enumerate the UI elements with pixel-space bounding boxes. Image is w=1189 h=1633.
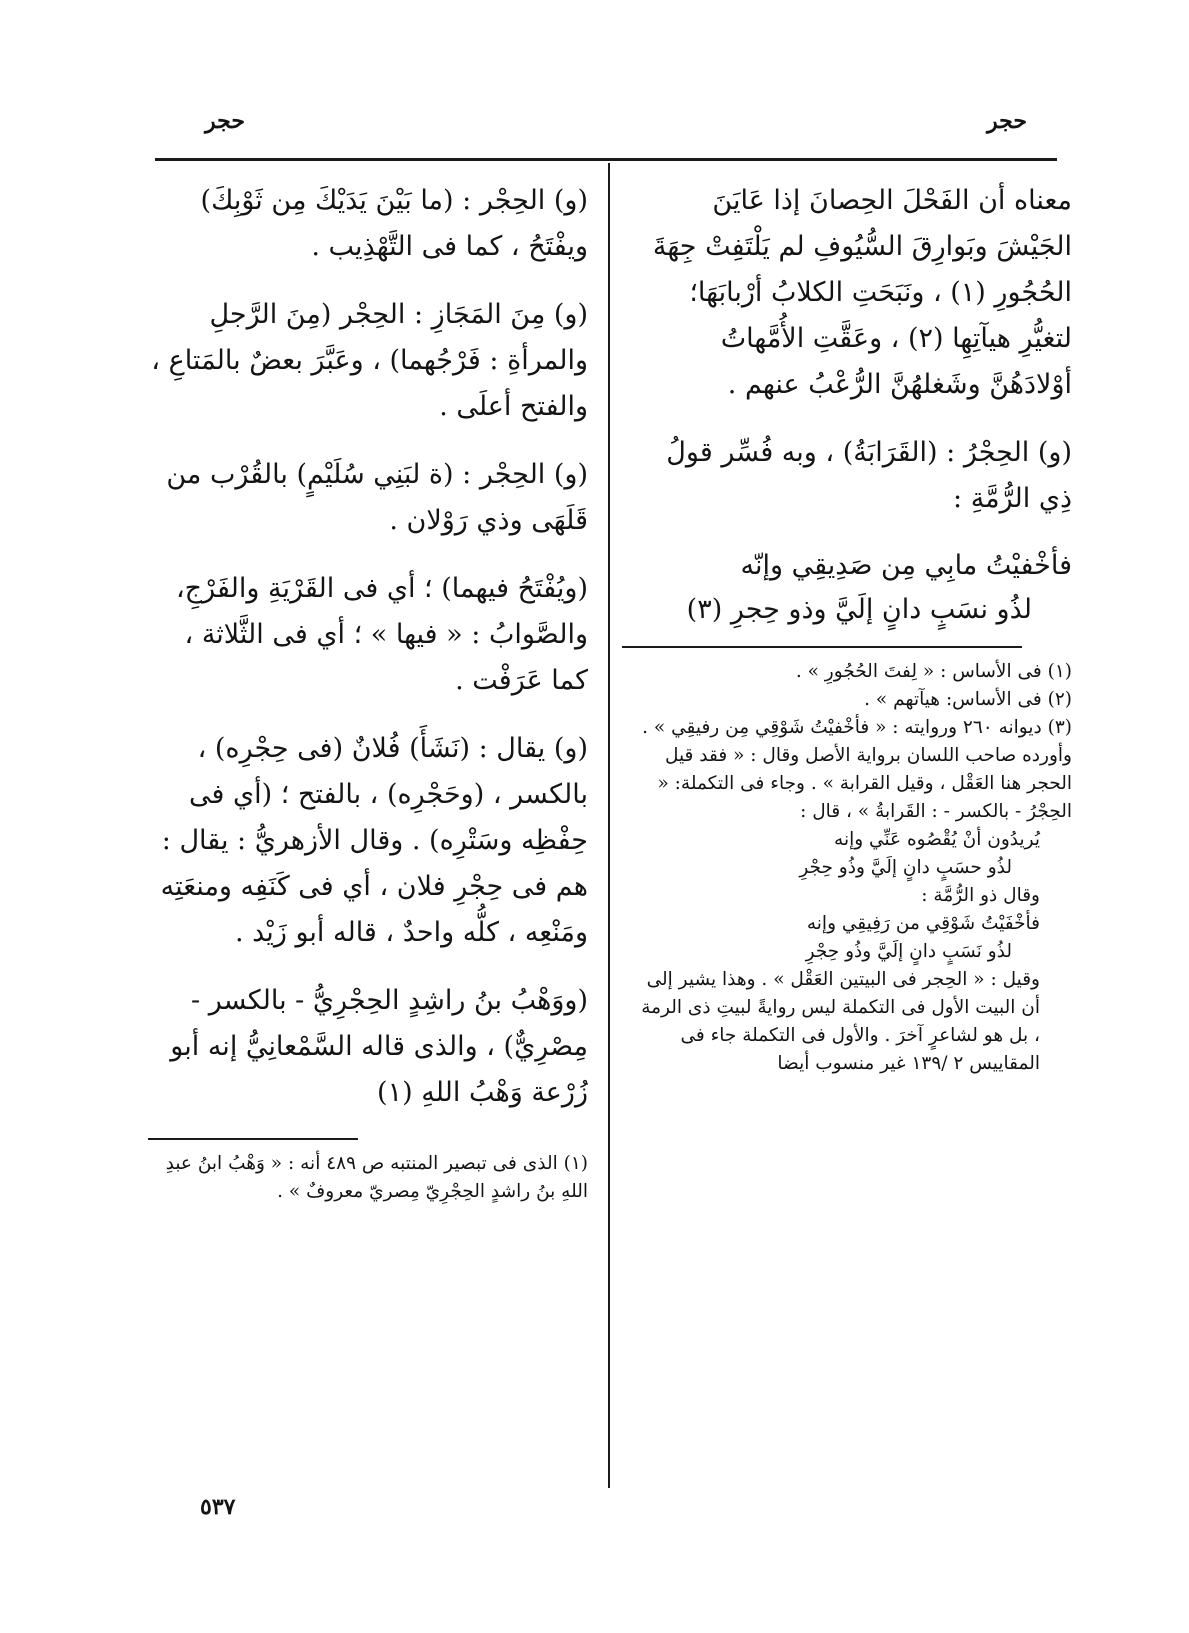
footnote-verse-line: لذُو نَسَبٍ دانٍ إلَيَّ وذُو حِجْرِ <box>805 941 1012 962</box>
header-rule <box>155 158 1057 161</box>
verse-line-2: لذُو نسَبٍ دانٍ إلَيَّ وذو حِجرِ (٣) <box>686 594 1032 625</box>
right-footnotes <box>632 658 1072 1078</box>
paragraph: (و) مِنَ المَجَازِ : الحِجْر (مِنَ الرَّجلِ والمرأةِ : فَرْجُهما) ، وعَبَّرَ بعضٌ بالمَتاعِ ، والفتح أعلَى . <box>151 299 588 422</box>
verse <box>632 544 1072 632</box>
paragraph: (و) الحِجْرُ : (القَرَابَةُ) ، وبه فُسِّر قولُ ذِي الرُّمَّةِ : <box>666 437 1072 514</box>
footnote-rule <box>622 646 1022 648</box>
running-header-right: حجر <box>987 108 1027 134</box>
footnote: (٢) فى الأساس: هيآتهم » . <box>864 689 1072 710</box>
footnote: (١) الذى فى تبصير المنتبه ص ٤٨٩ أنه : « وَهْبُ ابنُ عبدِ اللهِ بنُ راشدٍ الحِجْرِيّ مِصريّ معروفٌ » . <box>165 1153 588 1202</box>
right-column-body <box>632 178 1072 522</box>
right-column <box>632 178 1072 1078</box>
page-number: ٥٣٧ <box>200 1494 236 1520</box>
footnote-verse-line: لذُو حسَبٍ دانٍ إلَيَّ وذُو حِجْرِ <box>799 857 1012 878</box>
footnote-text: وقيل : « الحِجر فى البيتين العَقْل » . وهذا يشير إلى أن البيت الأول فى التكملة ليس روايةً لبيتِ ذى الرمة ، بل هو لشاعرٍ آخرَ . والأول فى التكملة جاء فى المقاييس ٢ /١٣٩ غير منسوب أيضا <box>641 969 1040 1074</box>
footnote-verse-line: يُريدُون أنْ يُقْصُوه عَنِّي وإنه <box>834 829 1040 850</box>
footnote: (١) فى الأساس : « لِفتَ الحُجُورِ » . <box>795 661 1072 682</box>
paragraph: (ويُفْتَحُ فيهما) ؛ أي فى القَرْيَةِ والفَرْجِ، والصَّوابُ : « فيها » ؛ أي فى الثَّلاثة ، كما عَرَفْت . <box>175 573 588 696</box>
footnote: (٣) ديوانه ٢٦٠ وروايته : « فأخْفيْتُ شَوْقِي مِن رفيقِي » . وأورده صاحب اللسان برواية الأصل وقال : « فقد قيل الحجر هنا العَقْل ، وقيل القرابة » . وجاء فى التكملة: « الحِجْرُ - بالكسر - : القَرابةُ » ، قال : <box>642 717 1072 822</box>
paragraph: (و) الحِجْر : (ة لبَنِي سُلَيْمٍ) بالقُرْب من قَلَهَى وذي رَوْلان . <box>166 459 588 536</box>
footnote-verse-line: فأخْفَيْتُ شَوْقِي من رَفِيقِي وإنه <box>806 913 1040 934</box>
paragraph: (و) يقال : (نَشَأَ) فُلانٌ (فى حِجْرِه) ، بالكسر ، (وحَجْرِه) ، بالفتح ؛ (أي فى حِفْظِه وسَتْرِه) . وقال الأزهريُّ : يقال : هم فى حِجْرِ فلان ، أي فى كَنَفِه ومنعَتِه ومَنْعِه ، كلُّه واحدٌ ، قاله أبو زَيْد . <box>160 733 588 948</box>
left-column-body <box>148 178 588 1116</box>
running-header-left: حجر <box>205 108 245 134</box>
left-footnotes <box>148 1150 588 1206</box>
paragraph: (و) الحِجْر : (ما بَيْنَ يَدَيْكَ مِن ثَوْبِكَ) ويفْتَحُ ، كما فى التَّهْذِيب . <box>200 185 588 262</box>
footnote-text: وقال ذو الرُّمَّة : <box>921 885 1040 906</box>
paragraph: (ووَهْبُ بنُ راشِدٍ الحِجْرِيُّ - بالكسر - مِصْرِيٌّ) ، والذى قاله السَّمْعانِيُّ إنه أبو زُرْعة وَهْبُ اللهِ (١) <box>170 985 588 1108</box>
column-divider <box>608 163 610 1488</box>
footnote-rule <box>148 1138 358 1140</box>
verse-line-1: فأخْفيْتُ مابِي مِن صَدِيقِي وإنّه <box>740 550 1072 581</box>
left-column <box>148 178 588 1206</box>
paragraph: معناه أن الفَحْلَ الحِصانَ إذا عَايَنَ الجَيْشَ وبَوارِقَ السُّيُوفِ لم يَلْتَفِتْ جِهَةَ الحُجُورِ (١) ، ونَبَحَتِ الكلابُ أرْبابَهَا؛ لتغيُّرِ هيآتِهِا (٢) ، وعَقَّتِ الأُمَّهاتُ أوْلادَهُنَّ وشَغلهُنَّ الرُّعْبُ عنهم . <box>652 185 1072 400</box>
